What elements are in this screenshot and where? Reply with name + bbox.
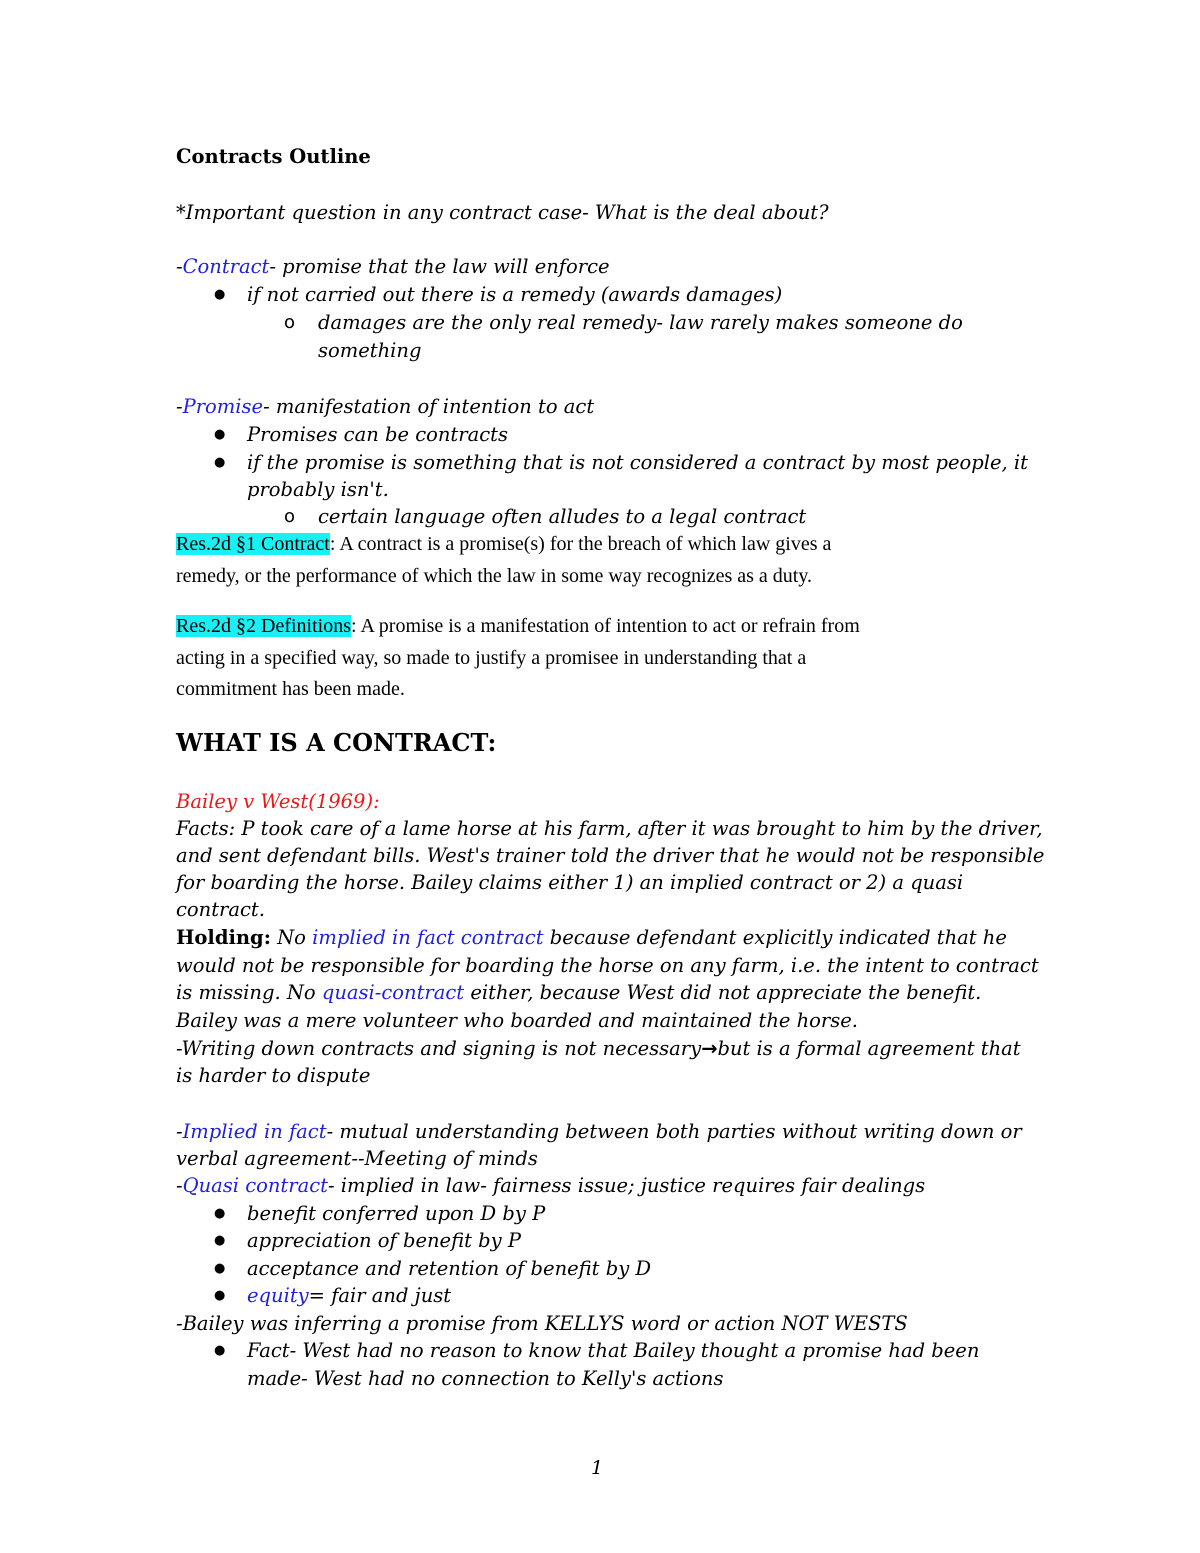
restatement-2-continued: acting in a specified way, so made to justify a promisee in understanding that a <box>176 647 807 669</box>
list-item-continued: something <box>318 339 422 362</box>
bullet-icon: ● <box>214 1261 226 1276</box>
inference-note: -Bailey was inferring a promise from KELLYS word or action NOT WESTS <box>176 1312 908 1335</box>
circle-bullet-icon: o <box>284 312 296 333</box>
case-holding-continued: is missing. No quasi-contract either, because West did not appreciate the benefit. <box>176 981 982 1004</box>
case-holding-continued: would not be responsible for boarding the horse on any farm, i.e. the intent to contract <box>176 954 1039 977</box>
arrow-right-icon: → <box>701 1037 718 1060</box>
case-name: Bailey v West(1969): <box>176 790 380 813</box>
implied-definition-continued: verbal agreement--Meeting of minds <box>176 1147 538 1170</box>
bullet-icon: ● <box>214 287 226 302</box>
bullet-icon: ● <box>214 1233 226 1248</box>
document-title: Contracts Outline <box>176 145 371 168</box>
case-facts: and sent defendant bills. West's trainer told the driver that he would not be responsible <box>176 844 1045 867</box>
section-heading: WHAT IS A CONTRACT: <box>176 728 497 757</box>
list-item: Fact- West had no reason to know that Bailey thought a promise had been <box>247 1339 980 1362</box>
bullet-icon: ● <box>214 427 226 442</box>
list-item-continued: probably isn't. <box>247 478 389 501</box>
list-item-continued: made- West had no connection to Kelly's actions <box>247 1367 724 1390</box>
restatement-2-label: Res.2d §2 Definitions <box>176 615 351 637</box>
case-facts: contract. <box>176 898 265 921</box>
list-item: damages are the only real remedy- law rarely makes someone do <box>318 311 963 334</box>
case-holding: Holding: No implied in fact contract because defendant explicitly indicated that he <box>176 926 1007 949</box>
list-item: appreciation of benefit by P <box>247 1229 521 1252</box>
circle-bullet-icon: o <box>284 506 296 527</box>
bullet-icon: ● <box>214 1288 226 1303</box>
bullet-icon: ● <box>214 455 226 470</box>
contract-term: Contract <box>182 255 270 278</box>
implied-term: Implied in fact <box>182 1120 327 1143</box>
case-holding-continued: Bailey was a mere volunteer who boarded and maintained the horse. <box>176 1009 858 1032</box>
restatement-1-continued: remedy, or the performance of which the law in some way recognizes as a duty. <box>176 565 813 587</box>
promise-definition: -Promise- manifestation of intention to act <box>176 395 595 418</box>
list-item: acceptance and retention of benefit by D <box>247 1257 652 1280</box>
equity-term: equity <box>247 1284 309 1307</box>
quasi-term: Quasi contract <box>182 1174 328 1197</box>
restatement-2: Res.2d §2 Definitions: A promise is a manifestation of intention to act or refrain from <box>176 615 860 637</box>
important-note: *Important question in any contract case- What is the deal about? <box>176 201 829 224</box>
page-number: 1 <box>591 1457 604 1479</box>
restatement-2-continued: commitment has been made. <box>176 678 405 700</box>
promise-term: Promise <box>182 395 264 418</box>
restatement-1-label: Res.2d §1 Contract <box>176 533 330 555</box>
restatement-1: Res.2d §1 Contract: A contract is a promise(s) for the breach of which law gives a <box>176 533 832 555</box>
implied-definition: -Implied in fact- mutual understanding between both parties without writing down or <box>176 1120 1022 1143</box>
list-item: benefit conferred upon D by P <box>247 1202 546 1225</box>
case-facts: Facts: P took care of a lame horse at his farm, after it was brought to him by the driver, <box>176 817 1043 840</box>
list-item: equity= fair and just <box>247 1284 452 1307</box>
case-note-continued: is harder to dispute <box>176 1064 371 1087</box>
case-note: -Writing down contracts and signing is not necessary→but is a formal agreement that <box>176 1037 1021 1060</box>
holding-label: Holding: <box>176 926 271 949</box>
quasi-definition: -Quasi contract- implied in law- fairness issue; justice requires fair dealings <box>176 1174 926 1197</box>
contract-definition: -Contract- promise that the law will enforce <box>176 255 610 278</box>
list-item: if not carried out there is a remedy (awards damages) <box>247 283 783 306</box>
list-item: if the promise is something that is not considered a contract by most people, it <box>247 451 1028 474</box>
case-facts: for boarding the horse. Bailey claims either 1) an implied contract or 2) a quasi <box>176 871 964 894</box>
list-item: certain language often alludes to a legal contract <box>318 505 807 528</box>
bullet-icon: ● <box>214 1343 226 1358</box>
list-item: Promises can be contracts <box>247 423 508 446</box>
bullet-icon: ● <box>214 1206 226 1221</box>
